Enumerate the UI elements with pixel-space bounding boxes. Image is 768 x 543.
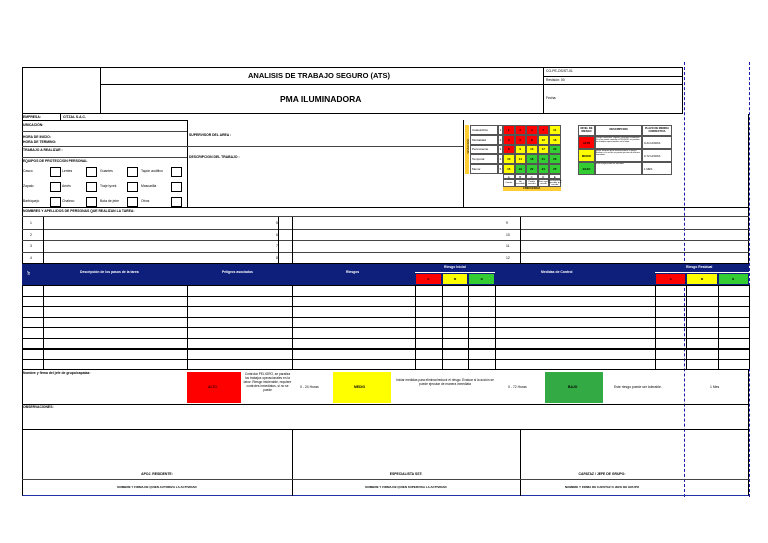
matrix-cell: 23 [549, 154, 561, 164]
matrix-cell: 2 [515, 125, 527, 135]
table-col-divider [442, 285, 443, 369]
epp-checkbox[interactable] [86, 182, 97, 192]
document-revision: Revisión: 00 [546, 78, 565, 82]
epp-item-label: Guantes [100, 169, 113, 173]
epp-checkbox[interactable] [171, 182, 182, 192]
table-row [22, 285, 749, 286]
matrix-cell: 13 [526, 145, 538, 155]
matrix-cell: 5 [515, 135, 527, 145]
table-header [22, 264, 749, 285]
personnel-number: 5 [276, 221, 278, 225]
personnel-name-divider [43, 252, 44, 264]
matrix-cell: 21 [538, 154, 550, 164]
signature-role: APOJ. RESIDENTE: [141, 472, 173, 476]
table-col-divider [43, 285, 44, 369]
personnel-divider [278, 240, 279, 252]
table-row [22, 317, 749, 318]
table-row [22, 327, 749, 328]
matrix-col-letter: B [515, 174, 527, 179]
frecuencia-bar: FRECUENCIA [503, 187, 561, 191]
row-divider [22, 252, 749, 253]
matrix-row-label: Catastrófico [470, 125, 498, 135]
personnel-name-divider [520, 252, 521, 264]
personnel-number: 6 [276, 232, 278, 237]
col-n: N° [27, 270, 32, 275]
matrix-cell: 14 [515, 154, 527, 164]
epp-checkbox[interactable] [171, 167, 182, 177]
table-row [22, 296, 749, 297]
personnel-number: 11 [506, 244, 510, 248]
severity-label: SEVERIDAD [467, 138, 471, 154]
table-col-divider [718, 285, 719, 369]
epp-checkbox[interactable] [86, 197, 97, 207]
personnel-title: NOMBRES Y APELLIDOS DE PERSONAS QUE REALIZAN LA TAREA: [23, 209, 135, 213]
matrix-cell: 22 [526, 164, 538, 174]
matrix-row-number: 2 [498, 135, 503, 145]
col-riesgo-residual: Riesgo Residual [686, 265, 713, 269]
signature-caption: NOMBRE Y FIRMA DE CAPATAZ O JEFE DE GRUPO [564, 485, 640, 489]
matrix-col-desc: Raro que suceda [538, 180, 548, 185]
matrix-cell: 18 [526, 154, 538, 164]
matrix-row-label: Menor [470, 164, 498, 174]
matrix-cell: 4 [526, 125, 538, 135]
document-title: ANALISIS DE TRABAJO SEGURO (ATS) [248, 71, 390, 80]
personnel-number: 12 [506, 255, 510, 260]
legend-alto-plazo: 0 - 24 Horas [300, 385, 319, 389]
matrix-cell: 19 [515, 164, 527, 174]
personnel-name-divider [43, 240, 44, 252]
table-col-divider [22, 285, 23, 369]
legend-plazo: 1 MES [642, 162, 672, 175]
matrix-cell: 25 [549, 164, 561, 174]
personnel-name-divider [292, 217, 293, 229]
col-riesgos: Riesgos [346, 270, 360, 274]
signature-caption: NOMBRE Y FIRMA DE QUIEN SUPERVISA LA ACTIVIDAD [365, 485, 447, 489]
hora-inicio-label: HORA DE INICIO: [23, 135, 51, 139]
observaciones-label: OBSERVACIONES: [23, 405, 54, 409]
matrix-row-number: 1 [498, 125, 503, 135]
personnel-name-divider [292, 229, 293, 241]
table-col-divider [495, 285, 496, 369]
table-row [22, 359, 749, 360]
matrix-col-desc: Común [503, 179, 515, 187]
personnel-number: 7 [276, 244, 278, 248]
epp-item-label: Traje tyvek [100, 184, 117, 188]
row-divider [22, 240, 749, 241]
epp-item-label: Bota de jebe [100, 199, 120, 203]
ubicacion-label: UBICACIÓN: [23, 123, 44, 127]
signature-role: ESPECIALISTA SST: [389, 472, 423, 476]
personnel-name-divider [292, 240, 293, 252]
matrix-col-desc: Prácticamente imposible que suceda [547, 179, 562, 187]
risk-level-head: M [442, 273, 469, 285]
legend-plazo: 0-72 HORAS [642, 149, 672, 162]
document-subtitle: PMA ILUMINADORA [280, 94, 362, 104]
personnel-name-divider [520, 240, 521, 252]
legend-desc: Riesgo intolerable, requiere controles inmediatos. Si no se puede controlar el PELIGRO se paraliza los trabajos operacionales en la labor. [595, 136, 642, 149]
personnel-number: 8 [276, 255, 278, 260]
matrix-cell: 17 [538, 145, 550, 155]
epp-item-label: Tapón auditivo [141, 169, 163, 173]
table-col-divider [415, 285, 416, 369]
legend-medio-desc: Iniciar medidas para eliminar/reducir el riesgo. Evaluar si la acción se puede ejecutar de manera inmediata [396, 378, 494, 387]
legend-level: ALTO [578, 136, 595, 149]
personnel-divider [278, 252, 279, 264]
personnel-number: 3 [30, 244, 32, 248]
personnel-name-divider [520, 217, 521, 229]
descripcion-label: DESCRIPCION DEL TRABAJO : [189, 155, 240, 159]
table-col-divider [187, 285, 188, 369]
epp-item-label: Lentes [62, 169, 73, 173]
epp-checkbox[interactable] [127, 182, 138, 192]
matrix-cell: 24 [538, 164, 550, 174]
epp-checkbox[interactable] [50, 197, 61, 207]
personnel-name-divider [43, 229, 44, 241]
matrix-row-label: Permanente [470, 145, 498, 155]
epp-checkbox[interactable] [127, 167, 138, 177]
personnel-number: 1 [30, 221, 32, 225]
risk-level-head: M [686, 273, 717, 285]
matrix-cell: 1 [503, 125, 515, 135]
personnel-divider [278, 229, 279, 241]
epp-item-label: Mascarilla [141, 184, 157, 188]
legend-head: DESCRIPCION [595, 125, 642, 136]
supervisor-label: SUPERVISOR DEL AREA : [189, 133, 232, 137]
matrix-cell: 16 [549, 135, 561, 145]
epp-checkbox[interactable] [50, 167, 61, 177]
personnel-divider [278, 217, 279, 229]
matrix-cell: 11 [549, 125, 561, 135]
matrix-cell: 7 [538, 125, 550, 135]
row-divider [22, 229, 749, 230]
matrix-row-label: Mortalidad [470, 135, 498, 145]
epp-title: EQUIPOS DE PROTECCION PERSONAL [23, 159, 88, 163]
legend-bajo-label: BAJO [568, 385, 578, 389]
document-date: Fecha: [546, 96, 557, 100]
table-col-divider [468, 285, 469, 369]
table-col-divider [292, 285, 293, 369]
matrix-col-desc: Ha sucedido [515, 180, 525, 185]
matrix-col-letter: E [549, 174, 561, 179]
firma-jefe-label: Nombre y firma del jefe de grupo/capataz: [23, 371, 91, 375]
signature-role: CAPATAZ / JEFE DE GRUPO: [578, 472, 626, 476]
legend-alto-desc: Controlar PELIGRO, se paraliza los trabajos operacionales en la labor. Riesgo intolerable, requiere controles inmediatos, si no se puede [243, 372, 292, 392]
matrix-cell: 12 [538, 135, 550, 145]
document-code: CO-PE-OS/ST-01 [546, 69, 573, 73]
legend-level: MEDIO [578, 149, 595, 162]
legend-alto-label: ALTO [208, 385, 217, 389]
matrix-col-letter: A [503, 174, 515, 179]
matrix-cell: 20 [549, 145, 561, 155]
legend-desc: Iniciar medidas para eliminar/reducir el riesgo. Evaluar si la acción se puede ejecutar de manera inmediata. [595, 149, 642, 162]
legend-plazo: 0-24 HORAS [642, 136, 672, 149]
signature-caption: NOMBRE Y FIRMA DE QUIEN AUTORIZA LA ACTIVIDAD [117, 485, 197, 489]
epp-item-label: Barbiquejo [23, 199, 40, 203]
empresa-value: CITZAL S.A.C. [63, 114, 86, 119]
personnel-name-divider [292, 252, 293, 264]
observaciones-block [22, 405, 749, 430]
matrix-cell: 8 [526, 135, 538, 145]
legend-head: PLAZO DE MEDIDA CORRECTIVA [642, 125, 672, 136]
hora-termino-label: HORA DE TERMINO: [23, 139, 57, 144]
table-col-divider [655, 285, 656, 369]
matrix-cell: 6 [503, 145, 515, 155]
matrix-row-number: 5 [498, 164, 503, 174]
epp-item-label: Casco [23, 169, 33, 173]
matrix-row-label: Temporal [470, 154, 498, 164]
epp-checkbox[interactable] [86, 167, 97, 177]
matrix-col-letter: C [526, 174, 538, 179]
col-peligros: Peligros asociados [222, 270, 253, 274]
risk-level-head: A [415, 273, 442, 285]
personnel-name-divider [43, 217, 44, 229]
matrix-col-letter: D [538, 174, 550, 179]
personnel-name-divider [520, 229, 521, 241]
matrix-col-desc: Podría suceder [527, 180, 536, 185]
personnel-number: 2 [30, 232, 32, 237]
personnel-number: 9 [506, 221, 508, 225]
empresa-label: EMPRESA: [23, 114, 41, 119]
epp-checkbox[interactable] [127, 197, 138, 207]
table-row [22, 306, 749, 307]
matrix-cell: 15 [503, 164, 515, 174]
epp-checkbox[interactable] [50, 182, 61, 192]
matrix-cell: 9 [515, 145, 527, 155]
legend-desc: Este riesgo puede ser tolerable. [595, 162, 642, 175]
risk-level-head: A [655, 273, 686, 285]
epp-checkbox[interactable] [171, 197, 182, 207]
legend-bajo-desc: Este riesgo puede ser tolerable. [614, 385, 662, 389]
risk-level-head: B [718, 273, 749, 285]
col-medidas: Medidas de Control [541, 270, 573, 274]
matrix-row-number: 3 [498, 145, 503, 155]
matrix-row-number: 4 [498, 154, 503, 164]
legend-level: BAJO [578, 162, 595, 175]
col-pasos: Descripción de los pasos de la tarea [80, 270, 139, 274]
table-col-divider [749, 285, 750, 369]
epp-item-label: Chaleco [62, 199, 75, 203]
epp-item-label: Zapato [23, 184, 34, 188]
legend-medio-label: MEDIO [354, 385, 366, 389]
legend-bajo-plazo: 1 Mes [710, 385, 720, 389]
table-row [22, 348, 749, 350]
matrix-cell: 3 [503, 135, 515, 145]
legend-head: NIVEL DE RIESGO [578, 125, 595, 136]
personnel-number: 10 [506, 232, 510, 237]
page-break-line-right [749, 62, 750, 497]
matrix-cell: 10 [503, 154, 515, 164]
risk-level-head: B [468, 273, 495, 285]
table-col-divider [686, 285, 687, 369]
legend-medio-plazo: 0 - 72 Horas [508, 385, 527, 389]
epp-item-label: Otros [141, 199, 150, 203]
trabajo-label: TRABAJO A REALIZAR : [23, 148, 63, 152]
table-row [22, 338, 749, 339]
personnel-number: 4 [30, 255, 32, 260]
epp-item-label: Arnés [62, 184, 71, 188]
col-riesgo-inicial: Riesgo Inicial [444, 265, 466, 269]
